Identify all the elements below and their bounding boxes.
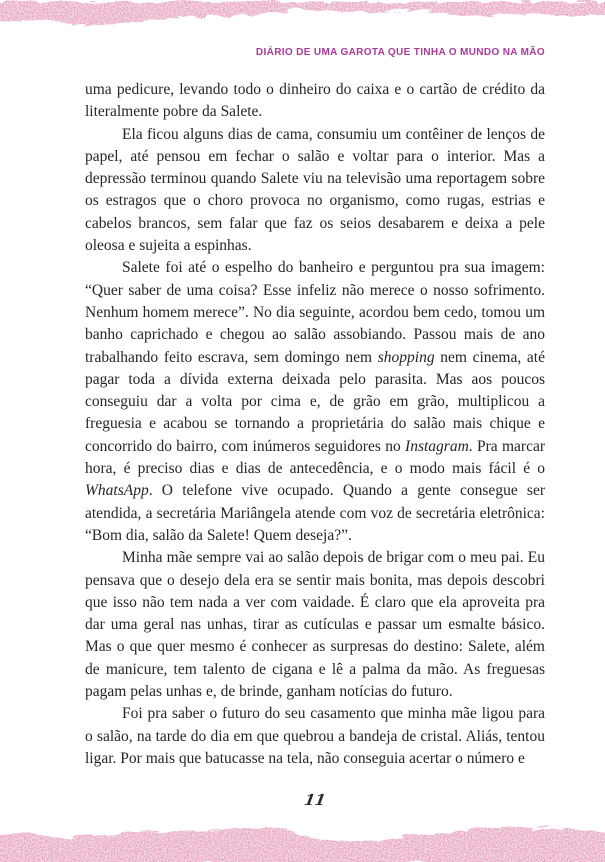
running-header: DIÁRIO DE UMA GAROTA QUE TINHA O MUNDO NA MÃO — [255, 47, 545, 58]
torn-edge-bottom-decoration — [0, 810, 605, 862]
body-text — [85, 79, 545, 770]
paragraph: uma pedicure, levando todo o dinheiro do caixa e o cartão de crédito da literalmente pobre da Salete. — [85, 81, 545, 121]
paragraph: Minha mãe sempre vai ao salão depois de brigar com o meu pai. Eu pensava que o desejo dela era se sentir mais bonita, mas depois descobri que isso não tem nada a ver com vaidade. É claro que ela aproveita pra dar uma geral nas unhas, tirar as cutículas e passar um esmalte básico. Mas o que quer mesmo é conhecer as surpresas do destino: Salete, além de manicure, tem talento de cigana e lê a palma da mão. As freguesas pagam pelas unhas e, de brinde, ganham notícias do futuro. — [85, 549, 545, 701]
page-number: 11 — [302, 791, 328, 809]
paragraph: Ela ficou alguns dias de cama, consumiu um contêiner de lenços de papel, até pensou em fechar o salão e voltar para o interior. Mas a depressão terminou quando Salete viu na televisão uma reportagem sobre os estragos que o choro provoca no organismo, como rugas, estrias e cabelos brancos, sem falar que faz os seios desabarem e deixa a pele oleosa e sujeita a espinhas. — [85, 125, 545, 255]
torn-edge-top-decoration — [0, 0, 605, 36]
paragraph: Salete foi até o espelho do banheiro e perguntou pra sua imagem: “Quer saber de uma coisa? Esse infeliz não merece o nosso sofrimento. Nenhum homem merece”. No dia seguinte, acordou bem cedo, tomou um banho caprichado e chegou ao salão assobiando. Passou mais de ano trabalhando feito escrava, sem domingo nem shopping nem cinema, até pagar toda a dívida externa deixada pelo parasita. Mas aos poucos conseguiu dar a volta por cima e, de grão em grão, multiplicou a freguesia e acabou se tornando a proprietária do salão mais chique e concorrido do bairro, com inúmeros seguidores no Instagram. Pra marcar hora, é preciso dias e dias de antecedência, e o modo mais fácil é o WhatsApp. O telefone vive ocupado. Quando a gente consegue ser atendida, a secretária Mariângela atende com voz de secretária eletrônica: “Bom dia, salão da Salete! Quem deseja?”. — [85, 259, 546, 544]
paragraph: Foi pra saber o futuro do seu casamento que minha mãe ligou para o salão, na tarde do dia em que quebrou a bandeja de cristal. Aliás, tentou ligar. Por mais que batucasse na tela, não conseguia acertar o número e — [85, 705, 545, 767]
